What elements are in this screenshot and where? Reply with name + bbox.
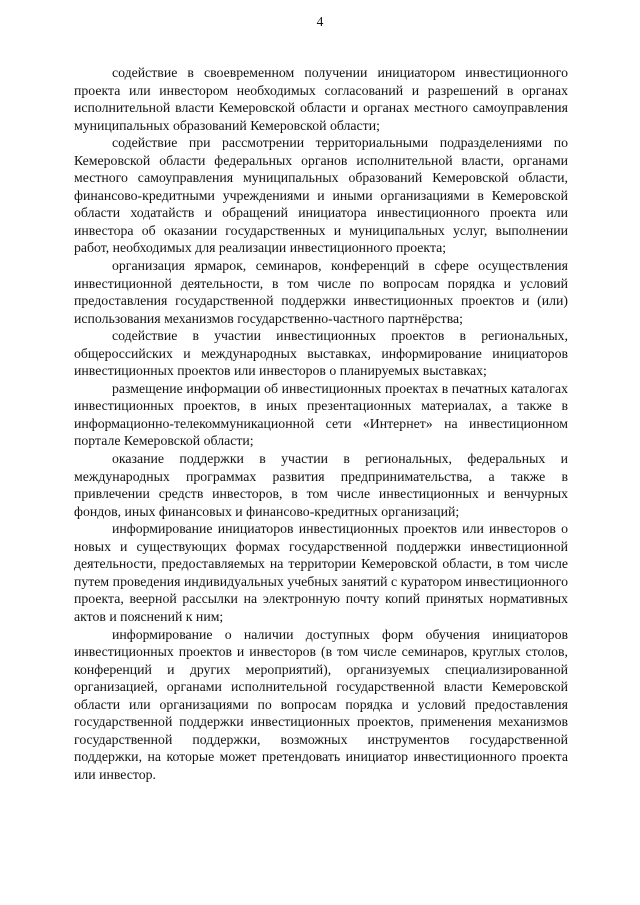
paragraph-fairs-seminars: организация ярмарок, семинаров, конференций в сфере осуществления инвестиционной деятельности, в том числе по вопросам порядка и условий предоставления государственной поддержки инвестиционных проектов и (или) использования механизмов государственно-частного партнёрства; — [74, 258, 568, 326]
paragraph-information-placement: размещение информации об инвестиционных проектах в печатных каталогах инвестиционных проектов, в иных презентационных материалах, а также в информационно-телекоммуникационной сети «Интернет» на инвестиционном портале Кемеровской области; — [74, 380, 568, 449]
paragraph-support-forms-info: информирование инициаторов инвестиционных проектов или инвесторов о новых и существующих формах государственной поддержки инвестиционной деятельности, предоставляемых на территории Кемеровской области, в том числе путем проведения индивидуальных учебных занятий с куратором инвестиционного проекта, веерной рассылки на электронную почту копий принятых нормативных актов и пояснений к ним; — [74, 521, 568, 624]
paragraph-programs-support: оказание поддержки в участии в региональных, федеральных и международных программах развития предпринимательства, а также в привлечении средств инвесторов, в том числе инвестиционных и венчурных фондов, иных финансовых и финансово-кредитных организаций; — [74, 451, 568, 519]
paragraph-approvals-assistance: содействие в своевременном получении инициатором инвестиционного проекта или инвестором необходимых согласований и разрешений в органах исполнительной власти Кемеровской области и органах местного самоуправления муниципальных образований Кемеровской области; — [74, 65, 568, 133]
paragraph-training-info: информирование о наличии доступных форм обучения инициаторов инвестиционных проектов и инвесторов (в том числе семинаров, круглых столов, конференций и других мероприятий), организуемых специализированной организацией, органами исполнительной государственной власти Кемеровской области или организациями по вопросам порядка и условий предоставления государственной поддержки инвестиционных проектов, применения механизмов государственной поддержки, возможных инструментов государственной поддержки, на которые может претендовать инициатор инвестиционного проекта или инвестор. — [74, 626, 568, 782]
page-number: 4 — [316, 14, 324, 29]
paragraph-petitions-assistance: содействие при рассмотрении территориальными подразделениями по Кемеровской области федеральных органов исполнительной власти, органами местного самоуправления муниципальных образований Кемеровской области, финансово-кредитными учреждениями и иными организациями в Кемеровской области ходатайств и обращений инициатора инвестиционного проекта или инвестора об оказании государственных и муниципальных услуг, выполнении работ, необходимых для реализации инвестиционного проекта; — [74, 135, 568, 256]
paragraph-exhibitions: содействие в участии инвестиционных проектов в региональных, общероссийских и международных выставках, информирование инициаторов инвестиционных проектов или инвесторов о планируемых выставках; — [74, 328, 568, 379]
document-body — [74, 64, 568, 783]
